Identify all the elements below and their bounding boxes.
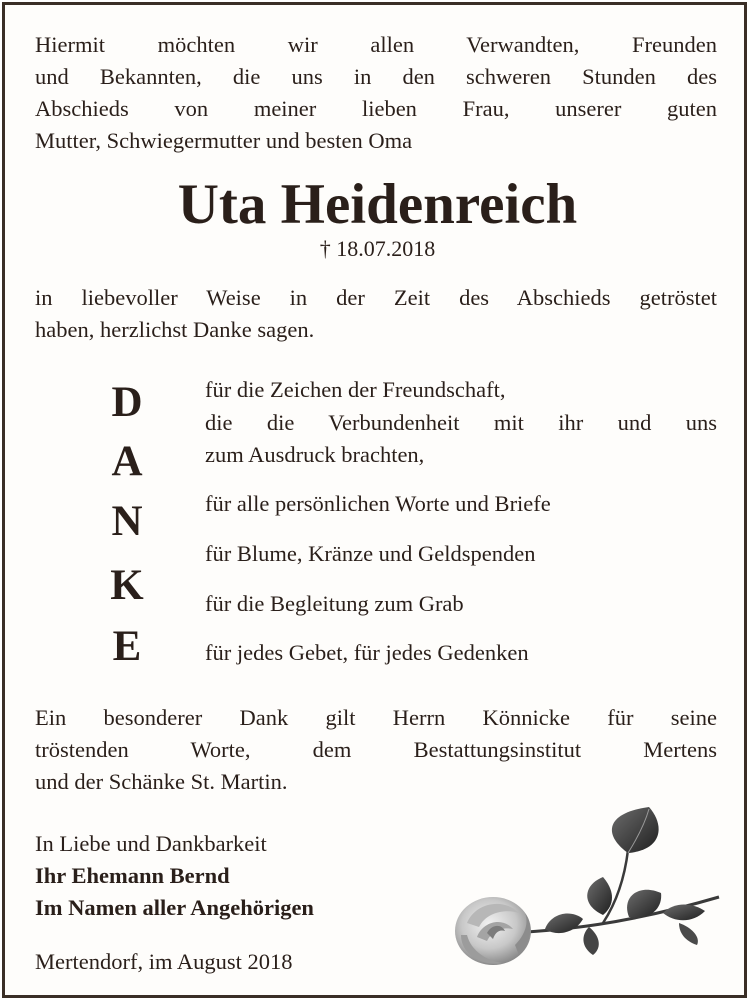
closing-husband: Ihr Ehemann Bernd (35, 863, 230, 888)
intro-line-4: Mutter, Schwiegermutter und besten Oma (35, 128, 413, 153)
thanks-friendship-line-2: die die Verbundenheit mit ihr und uns (205, 410, 717, 435)
deceased-name: Uta Heidenreich (177, 173, 578, 236)
special-line-1: Ein besonderer Dank gilt Herrn Könnicke für seine (35, 705, 717, 730)
comfort-line-2: haben, herzlichst Danke sagen. (35, 317, 315, 342)
thanks-prayer: für jedes Gebet, für jedes Gedenken (205, 640, 529, 665)
rose-icon (453, 805, 725, 975)
special-line-2: tröstenden Worte, dem Bestattungsinstitut Mertens (35, 737, 717, 762)
thanks-friendship-line-1: für die Zeichen der Freundschaft, (205, 377, 506, 402)
closing-place-date: Mertendorf, im August 2018 (35, 949, 293, 974)
danke-letter-d: D (111, 379, 143, 426)
thanks-words: für alle persönlichen Worte und Briefe (205, 491, 551, 516)
closing-family: Im Namen aller Angehörigen (35, 895, 314, 920)
intro-line-1: Hiermit möchten wir allen Verwandten, Freunden (35, 32, 717, 57)
danke-letter-n: N (111, 498, 143, 545)
thanks-grave: für die Begleitung zum Grab (205, 591, 464, 616)
obituary-card (2, 2, 747, 998)
thanks-friendship-line-3: zum Ausdruck brachten, (205, 442, 425, 467)
danke-letter-e: E (112, 623, 142, 670)
thanks-flowers: für Blume, Kränze und Geldspenden (205, 541, 536, 566)
comfort-line-1: in liebevoller Weise in der Zeit des Abschieds getröstet (35, 285, 717, 310)
danke-letter-a: A (111, 438, 143, 485)
danke-letter-k: K (110, 562, 144, 609)
closing-greeting: In Liebe und Dankbarkeit (35, 831, 267, 856)
intro-line-3: Abschieds von meiner lieben Frau, unserer guten (35, 96, 717, 121)
intro-line-2: und Bekannten, die uns in den schweren Stunden des (35, 64, 717, 89)
special-line-3: und der Schänke St. Martin. (35, 769, 288, 794)
death-date: † 18.07.2018 (319, 236, 436, 261)
